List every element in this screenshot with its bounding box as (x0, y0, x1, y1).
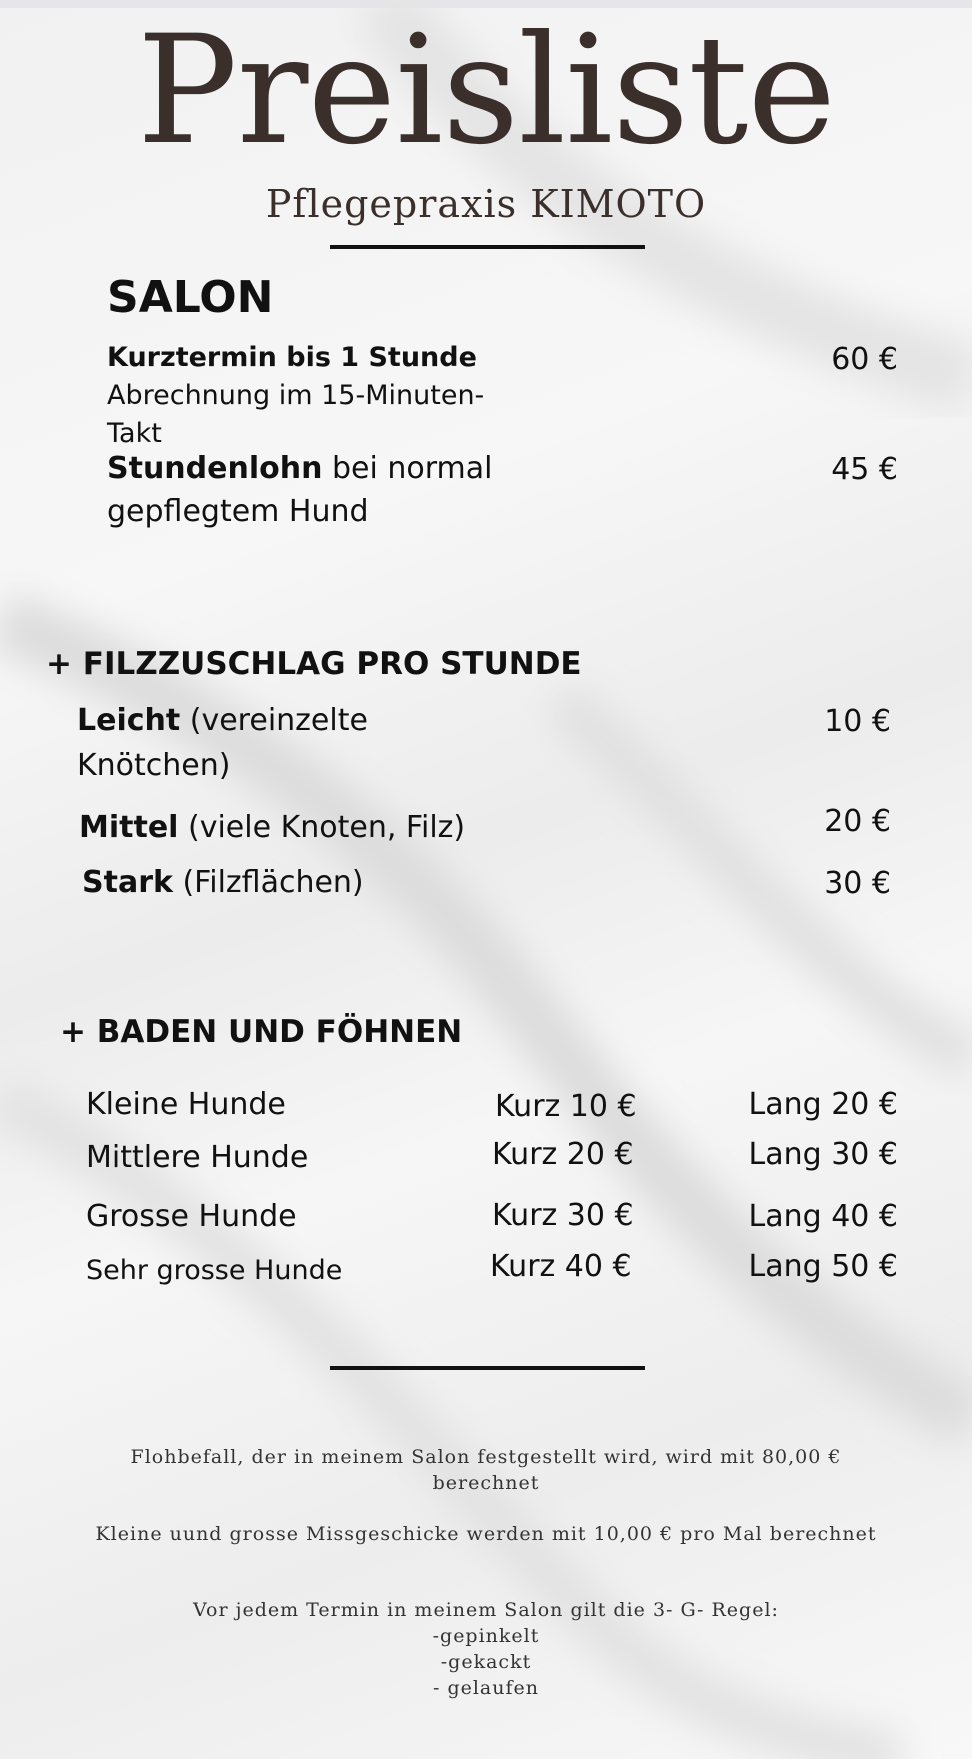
felt-medium-rest: (viele Knoten, Filz) (178, 810, 466, 845)
fabric-fold (560, 700, 972, 1060)
rule-item: - gelaufen (432, 1677, 540, 1699)
price-long: Lang 50 € (748, 1249, 898, 1284)
felt-strong-price: 30 € (824, 866, 891, 901)
felt-medium-label (79, 806, 465, 850)
salon-heading: SALON (107, 272, 274, 323)
felt-light-price: 10 € (824, 704, 891, 739)
price-long: Lang 20 € (748, 1087, 898, 1122)
price-short: Kurz 40 € (490, 1249, 632, 1284)
flea-note: Flohbefall, der in meinem Salon festgestellt wird, wird mit 80,00 € (130, 1446, 842, 1468)
dog-size: Sehr grosse Hunde (86, 1255, 343, 1286)
dog-size: Grosse Hunde (86, 1199, 297, 1234)
felt-light-label (77, 699, 368, 743)
divider (330, 1366, 645, 1370)
felt-strong-rest: (Filzflächen) (172, 865, 364, 900)
short-appointment-desc: Abrechnung im 15-Minuten- (107, 380, 485, 411)
accident-note: Kleine uund grosse Missgeschicke werden mit 10,00 € pro Mal berechnet (95, 1523, 877, 1545)
price-short: Kurz 30 € (492, 1198, 634, 1233)
hourly-rate-price: 45 € (831, 452, 898, 487)
felt-surcharge-heading: + FILZZUSCHLAG PRO STUNDE (46, 646, 582, 682)
felt-strong-label (82, 861, 364, 905)
short-appointment-price: 60 € (831, 342, 898, 377)
felt-light-bold: Leicht (77, 703, 181, 738)
hourly-rate-desc: gepflegtem Hund (107, 494, 369, 529)
price-short: Kurz 10 € (495, 1089, 637, 1124)
bath-dry-heading: + BADEN UND FÖHNEN (60, 1014, 463, 1050)
price-long: Lang 30 € (748, 1137, 898, 1172)
hourly-rate-bold: Stundenlohn (107, 451, 323, 486)
rule-intro: Vor jedem Termin in meinem Salon gilt die 3- G- Regel: (193, 1599, 779, 1621)
felt-medium-price: 20 € (824, 804, 891, 839)
hourly-rate-label (107, 447, 492, 491)
page-title: Preisliste (136, 4, 836, 178)
price-short: Kurz 20 € (492, 1137, 634, 1172)
page-subtitle: Pflegepraxis KIMOTO (265, 182, 707, 226)
dog-size: Mittlere Hunde (86, 1140, 309, 1175)
hourly-rate-rest: bei normal (322, 451, 493, 486)
dog-size: Kleine Hunde (86, 1087, 286, 1122)
felt-medium-bold: Mittel (79, 810, 179, 845)
divider (330, 245, 645, 249)
rule-item: -gepinkelt (432, 1625, 540, 1647)
flea-note: berechnet (432, 1472, 540, 1494)
rule-item: -gekackt (440, 1651, 532, 1673)
felt-strong-bold: Stark (82, 865, 173, 900)
short-appointment-label: Kurztermin bis 1 Stunde (107, 342, 477, 373)
felt-light-rest: (vereinzelte (180, 703, 368, 738)
price-long: Lang 40 € (748, 1199, 898, 1234)
short-appointment-desc: Takt (107, 418, 162, 449)
felt-light-desc: Knötchen) (77, 748, 231, 783)
